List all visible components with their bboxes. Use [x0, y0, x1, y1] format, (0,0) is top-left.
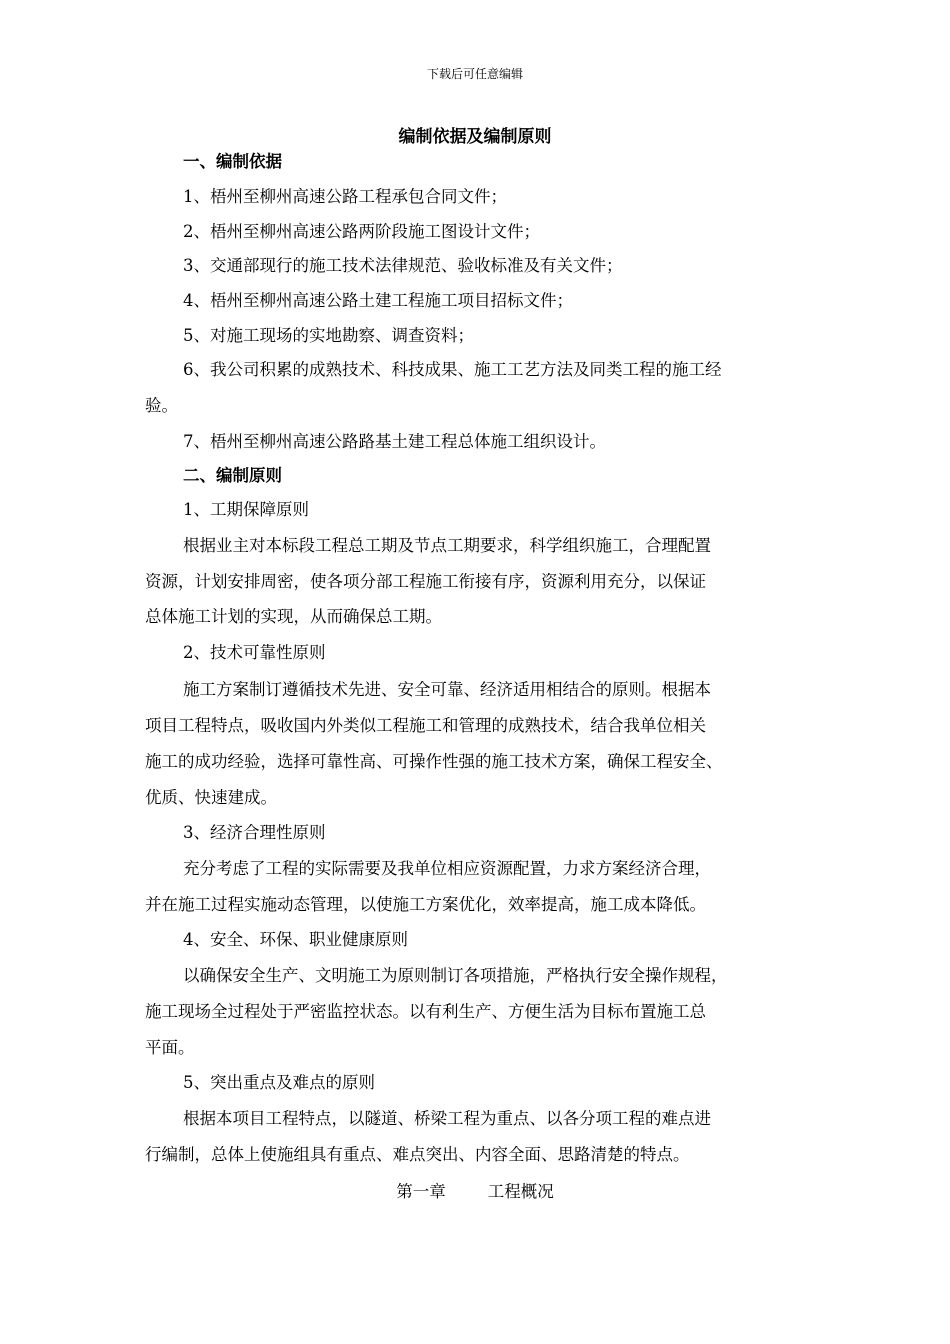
- principle-title-schedule: 1、工期保障原则: [183, 500, 309, 519]
- chapter-heading: 第一章 工程概况: [396, 1182, 554, 1201]
- paragraph-line: 行编制，总体上使施组具有重点、难点突出、内容全面、思路清楚的特点。: [145, 1145, 690, 1164]
- basis-item-continuation: 验。: [145, 396, 178, 415]
- basis-item: 5、对施工现场的实地勘察、调查资料；: [183, 326, 474, 345]
- section-heading-principles: 二、编制原则: [183, 466, 282, 485]
- paragraph-line: 并在施工过程实施动态管理，以使施工方案优化，效率提高，施工成本降低。: [145, 895, 706, 914]
- paragraph-line: 优质、快速建成。: [145, 788, 277, 807]
- principle-title-technical: 2、技术可靠性原则: [183, 643, 326, 662]
- basis-item: 4、梧州至柳州高速公路土建工程施工项目招标文件；: [183, 291, 573, 310]
- paragraph-line: 以确保安全生产、文明施工为原则制订各项措施，严格执行安全操作规程，: [183, 966, 728, 985]
- paragraph-line: 总体施工计划的实现，从而确保总工期。: [145, 607, 442, 626]
- paragraph-line: 施工方案制订遵循技术先进、安全可靠、经济适用相结合的原则。根据本: [183, 680, 711, 699]
- paragraph-line: 项目工程特点，吸收国内外类似工程施工和管理的成熟技术，结合我单位相关: [145, 716, 706, 735]
- section-heading-basis: 一、编制依据: [183, 152, 282, 171]
- principle-title-key-points: 5、突出重点及难点的原则: [183, 1073, 375, 1092]
- paragraph-line: 根据本项目工程特点，以隧道、桥梁工程为重点、以各分项工程的难点进: [183, 1109, 711, 1128]
- paragraph-line: 充分考虑了工程的实际需要及我单位相应资源配置，力求方案经济合理，: [183, 859, 711, 878]
- paragraph-line: 施工的成功经验，选择可靠性高、可操作性强的施工技术方案，确保工程安全、: [145, 752, 723, 771]
- basis-item: 2、梧州至柳州高速公路两阶段施工图设计文件；: [183, 222, 540, 241]
- paragraph-line: 资源，计划安排周密，使各项分部工程施工衔接有序，资源利用充分，以保证: [145, 572, 706, 591]
- basis-item: 3、交通部现行的施工技术法律规范、验收标准及有关文件；: [183, 256, 623, 275]
- header-note: 下载后可任意编辑: [426, 67, 523, 81]
- document-title: 编制依据及编制原则: [398, 127, 552, 147]
- basis-item: 1、梧州至柳州高速公路工程承包合同文件；: [183, 187, 507, 206]
- paragraph-line: 根据业主对本标段工程总工期及节点工期要求，科学组织施工，合理配置: [183, 536, 711, 555]
- basis-item: 7、梧州至柳州高速公路路基土建工程总体施工组织设计。: [183, 432, 606, 451]
- basis-item: 6、我公司积累的成熟技术、科技成果、施工工艺方法及同类工程的施工经: [183, 360, 722, 379]
- principle-title-safety: 4、安全、环保、职业健康原则: [183, 930, 408, 949]
- paragraph-line: 施工现场全过程处于严密监控状态。以有利生产、方便生活为目标布置施工总: [145, 1002, 706, 1021]
- principle-title-economic: 3、经济合理性原则: [183, 823, 326, 842]
- paragraph-line: 平面。: [145, 1038, 195, 1057]
